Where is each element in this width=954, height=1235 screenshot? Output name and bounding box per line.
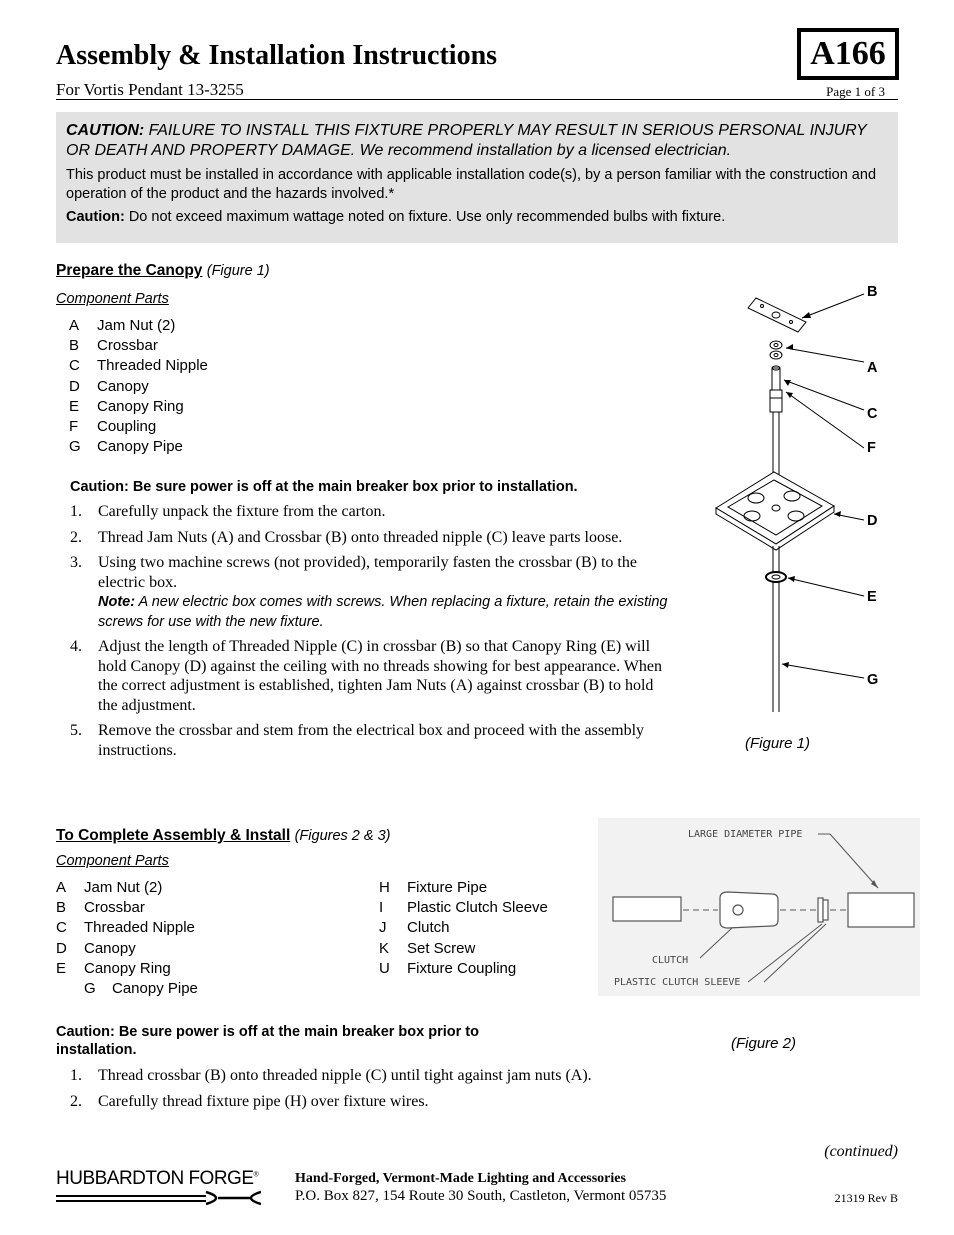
canopy-ring <box>766 572 786 582</box>
power-warning: Caution: Be sure power is off at the main breaker box prior to installation. <box>56 1024 479 1058</box>
figure-1-label-e: E <box>867 589 877 605</box>
canopy <box>716 472 834 544</box>
list-item: F Coupling <box>69 418 157 436</box>
figure-1-label-g: G <box>867 672 879 688</box>
caution-wattage-text: Do not exceed maximum wattage noted on fixture. Use only recommended bulbs with fixture. <box>124 209 726 225</box>
list-item: B Crossbar <box>69 337 158 355</box>
section-prepare-canopy-title <box>56 262 270 280</box>
figure-1-label-a: A <box>867 360 878 376</box>
list-item: H Fixture Pipe <box>379 879 488 896</box>
list-item: A Jam Nut (2) <box>56 879 163 896</box>
list-item: C Threaded Nipple <box>56 919 195 937</box>
parts-list-right <box>379 878 548 979</box>
small-pipe <box>613 897 681 921</box>
step-item: 2. Carefully thread fixture pipe (H) over fixture wires. <box>70 1092 429 1110</box>
figure-1-caption: (Figure 1) <box>745 735 811 752</box>
caution-wattage-label: Caution: <box>66 209 125 225</box>
list-item: U Fixture Coupling <box>379 959 517 977</box>
step-item: 1. Thread crossbar (B) onto threaded nipple (C) until tight against jam nuts (A). <box>70 1067 592 1084</box>
jam-nut-top <box>770 341 782 349</box>
caution-body: This product must be installed in accordance with applicable installation code(s), by a person familiar with the construction and operation of the product and the hazards involved.* <box>66 167 877 202</box>
step-item: 2. Thread Jam Nuts (A) and Crossbar (B) onto threaded nipple (C) leave parts loose. <box>70 528 623 546</box>
list-item: G Canopy Pipe <box>84 980 198 998</box>
registered-mark: ® <box>253 1171 259 1179</box>
list-item: I Plastic Clutch Sleeve <box>379 899 548 917</box>
figure-2-label-large-pipe: LARGE DIAMETER PIPE <box>688 829 803 840</box>
figure-1-diagram <box>690 270 900 730</box>
steps-list <box>56 502 668 766</box>
step-item: 4. Adjust the length of Threaded Nipple (C) in crossbar (B) so that Canopy Ring (E) will hold Canopy (D) against the ceiling with no threads showing for best appearance. When the correct adjustment is established, tighten Jam Nuts (A) against crossbar (B) to hold the adjustment. <box>70 638 662 714</box>
figure-2-caption: (Figure 2) <box>731 1035 797 1052</box>
clutch <box>720 892 778 928</box>
page-title: Assembly & Installation Instructions <box>56 40 498 71</box>
list-item: D Canopy <box>69 377 149 395</box>
crossbar-part <box>748 298 806 332</box>
revision-number: 21319 Rev B <box>834 1191 898 1205</box>
company-tagline: Hand-Forged, Vermont-Made Lighting and Accessories <box>295 1171 626 1186</box>
section-title-text: To Complete Assembly & Install <box>56 827 291 844</box>
figure-1-label-b: B <box>867 284 878 300</box>
caution-box <box>56 112 898 243</box>
document-code-box: A166 <box>797 28 899 80</box>
list-item: E Canopy Ring <box>56 959 171 977</box>
jam-nut-bottom <box>770 351 782 359</box>
section-figure-ref: (Figure 1) <box>206 263 270 279</box>
threaded-nipple <box>772 368 780 390</box>
caution-label: CAUTION: <box>66 122 145 139</box>
power-warning: Caution: Be sure power is off at the main breaker box prior to installation. <box>70 479 578 495</box>
figure-1-label-f: F <box>867 440 876 456</box>
brand-logo-underline-icon <box>56 1190 261 1206</box>
figure-1-label-c: C <box>867 406 878 422</box>
steps-list <box>56 1066 676 1117</box>
caution-wattage <box>66 208 888 227</box>
list-item: K Set Screw <box>379 939 476 957</box>
list-item: E Canopy Ring <box>69 397 184 415</box>
list-item: G Canopy Pipe <box>69 438 183 456</box>
caution-main-text: FAILURE TO INSTALL THIS FIXTURE PROPERLY MAY RESULT IN SERIOUS PERSONAL INJURY OR DEATH AND PROPERTY DAMAGE. We recommend installation by a licensed electrician. <box>66 122 867 159</box>
list-item: B Crossbar <box>56 899 145 917</box>
component-parts-heading: Component Parts <box>56 291 169 307</box>
company-address: P.O. Box 827, 154 Route 30 South, Castleton, Vermont 05735 <box>295 1188 667 1204</box>
figure-1-label-d: D <box>867 513 878 529</box>
page-number: Page 1 of 3 <box>826 84 885 99</box>
figure-2-label-sleeve: PLASTIC CLUTCH SLEEVE <box>614 977 741 988</box>
step-item: 3. Using two machine screws (not provided), temporarily fasten the crossbar (B) to the electric box. Note: A new electric box comes with screws. When replacing a fixture, retain the existing screws for use with the new fixture. <box>70 554 668 630</box>
figure-2-diagram <box>598 818 920 996</box>
list-item: C Threaded Nipple <box>69 357 208 375</box>
plastic-clutch-sleeve <box>818 898 823 922</box>
list-item: A Jam Nut (2) <box>69 317 176 334</box>
list-item: D Canopy <box>56 939 136 957</box>
figure-2-label-clutch: CLUTCH <box>652 955 689 966</box>
list-item: J Clutch <box>379 919 450 937</box>
step-item: 5. Remove the crossbar and stem from the electrical box and proceed with the assembly instructions. <box>70 722 645 759</box>
section-figure-ref: (Figures 2 & 3) <box>294 828 391 844</box>
coupling <box>770 390 782 412</box>
section-title-text: Prepare the Canopy <box>56 262 203 279</box>
component-parts-heading: Component Parts <box>56 853 169 869</box>
step-note: Note: A new electric box comes with screws. When replacing a fixture, retain the existing screws for use with the new fixture. <box>98 594 668 630</box>
continued-note: (continued) <box>824 1143 898 1160</box>
section-complete-assembly-title <box>56 827 391 845</box>
large-diameter-pipe <box>848 893 914 927</box>
step-item: 1. Carefully unpack the fixture from the carton. <box>70 503 386 520</box>
brand-logo <box>56 1168 258 1190</box>
parts-list-left <box>56 878 198 999</box>
brand-name: HUBBARDTON FORGE <box>56 1168 254 1189</box>
parts-list <box>69 316 208 457</box>
header-rule <box>56 99 898 100</box>
caution-main <box>66 121 888 161</box>
product-subtitle: For Vortis Pendant 13-3255 <box>56 80 244 99</box>
